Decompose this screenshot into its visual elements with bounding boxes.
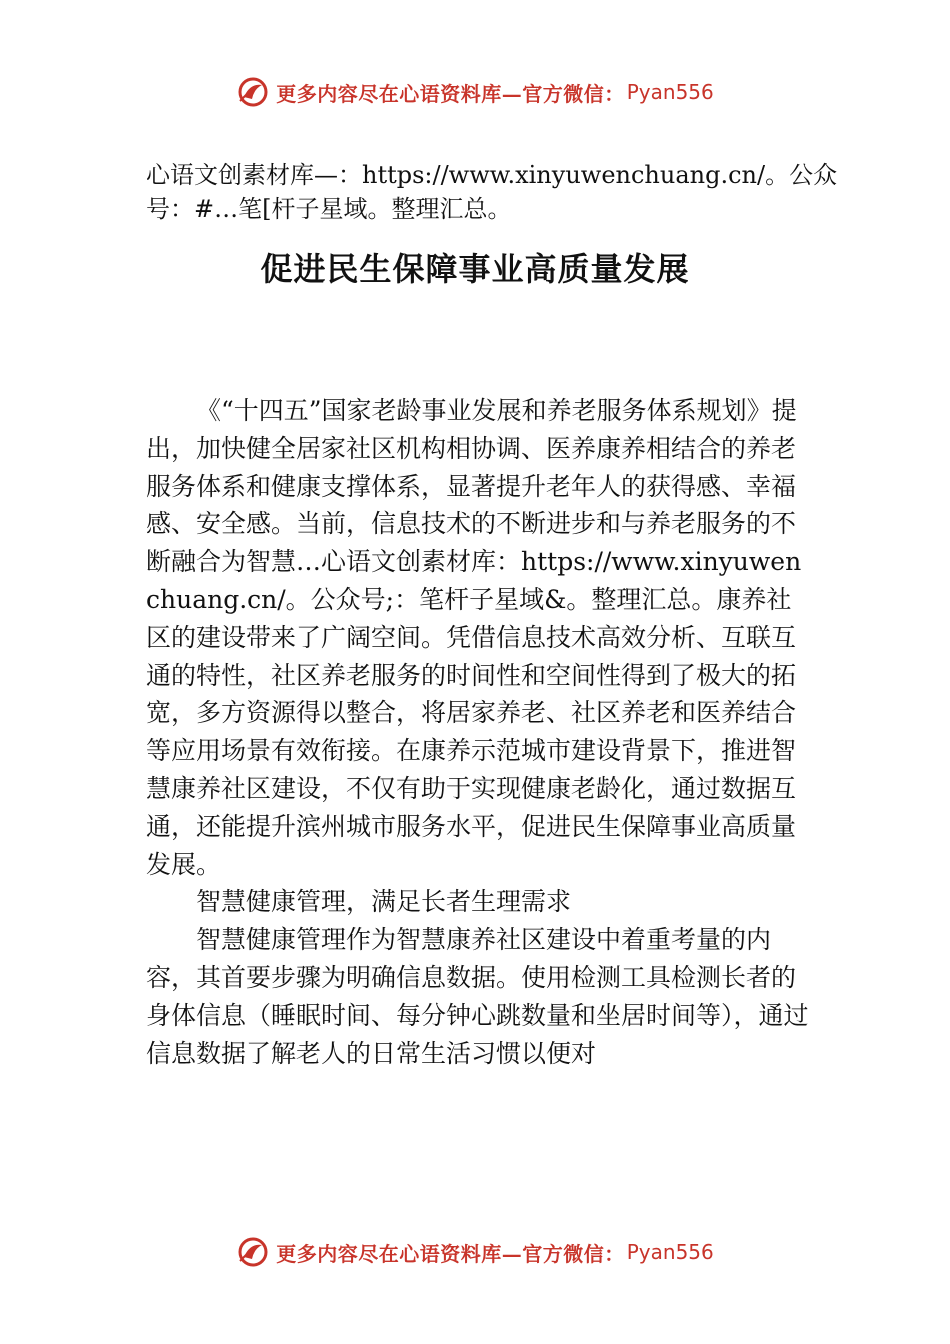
header-banner-text: 更多内容尽在心语资料库—官方微信： (276, 81, 625, 106)
footer-banner-text: 更多内容尽在心语资料库—官方微信： (276, 1241, 625, 1266)
header-wechat-id: Pyan556 (626, 80, 714, 104)
paragraph: 《“十四五”国家老龄事业发展和养老服务体系规划》提出，加快健全居家社区机构相协调、医养康养相结合的养老服务体系和健康支撑体系，显著提升老年人的获得感、幸福感、安全感。当前，信息技术的不断进步和与养老服务的不断融合为智慧…心语文创素材库：https://www.xinyuwenchuang.cn/。公众号;：笔杆子星域&。整理汇总。康养社区的建设带来了广阔空间。凭借信息技术高效分析、互联互通的特性，社区养老服务的时间性和空间性得到了极大的拓宽，多方资源得以整合，将居家养老、社区养老和医养结合等应用场景有效衔接。在康养示范城市建设背景下，推进智慧康养社区建设，不仅有助于实现健康老龄化，通过数据互通，还能提升滨州城市服务水平，促进民生保障事业高质量发展。 (146, 396, 802, 879)
article-body (146, 392, 810, 1072)
section-heading: 智慧健康管理，满足长者生理需求 (196, 887, 572, 917)
brand-logo-icon (236, 1235, 270, 1269)
paragraph: 智慧健康管理作为智慧康养社区建设中着重考量的内容，其首要步骤为明确信息数据。使用检测工具检测长者的身体信息（睡眠时间、每分钟心跳数量和坐居时间等），通过信息数据了解老人的日常生活习惯以便对 (146, 925, 809, 1068)
source-note: 心语文创素材库—：https://www.xinyuwenchuang.cn/。公众号：#…笔[杆子星域。整理汇总。 (146, 161, 838, 223)
footer-wechat-id: Pyan556 (626, 1240, 714, 1264)
header-banner (0, 72, 950, 112)
footer-banner (0, 1232, 950, 1272)
page-title: 促进民生保障事业高质量发展 (260, 250, 690, 288)
brand-logo-icon (236, 75, 270, 109)
